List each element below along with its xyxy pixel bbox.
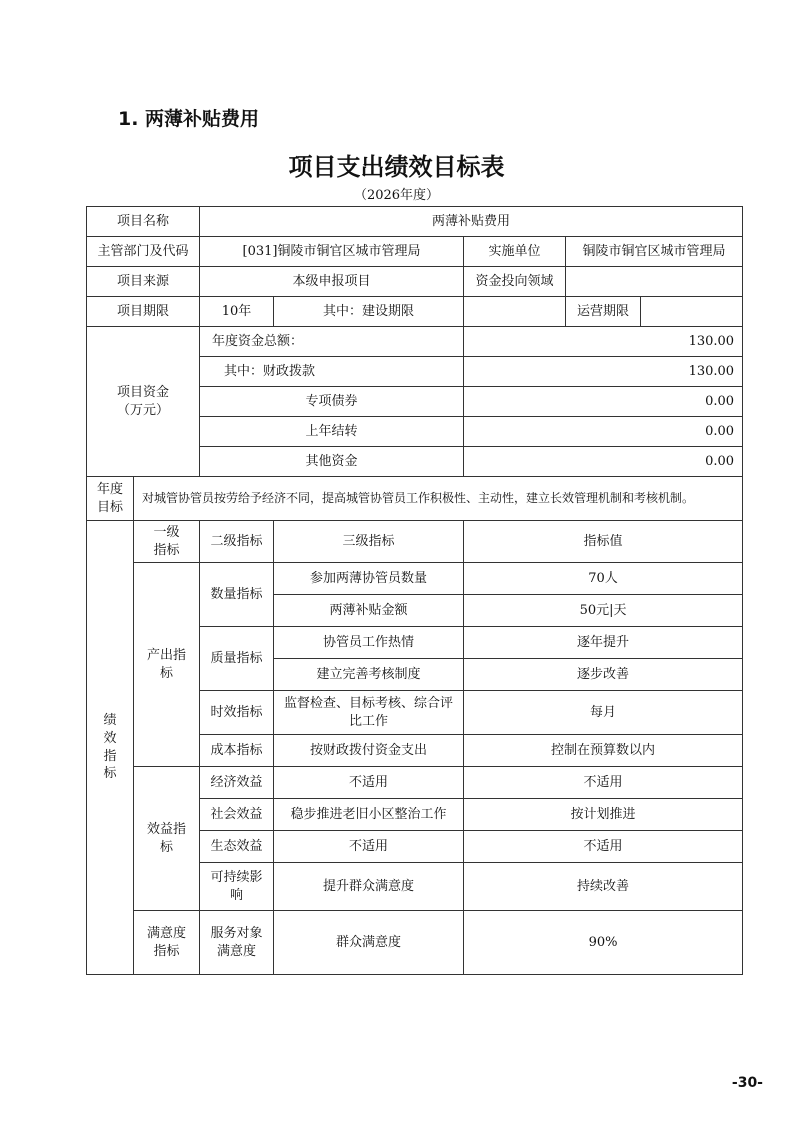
benefit-label — [134, 767, 200, 911]
table-row — [87, 297, 743, 327]
economic-value: 不适用 — [464, 767, 743, 799]
benefit-label-line1: 效益指 — [147, 821, 187, 837]
satisfaction-label — [134, 911, 200, 975]
funds-label-line2: （万元） — [117, 402, 170, 418]
quality-item-1-value: 逐年提升 — [464, 627, 743, 659]
table-row — [87, 477, 743, 521]
header-level1 — [134, 521, 200, 563]
performance-label — [87, 521, 134, 975]
sustain-label-line1: 可持续影 — [210, 869, 263, 885]
sustain-name: 提升群众满意度 — [274, 863, 464, 911]
performance-label-char: 绩 — [103, 713, 117, 729]
annual-goal-text: 对城管协管员按劳给予经济不同，提高城管协管员工作积极性、主动性，建立长效管理机制和考核机制。 — [134, 477, 743, 521]
sustain-label — [200, 863, 274, 911]
table-row — [87, 267, 743, 297]
funds-carryover-value: 0.00 — [464, 417, 743, 447]
quantity-item-2-name: 两薄补贴金额 — [274, 595, 464, 627]
satisfaction-label-line1: 满意度 — [147, 925, 187, 941]
social-label: 社会效益 — [200, 799, 274, 831]
performance-target-table — [86, 206, 743, 975]
timeliness-name-line2: 比工作 — [349, 713, 389, 729]
quality-label: 质量指标 — [200, 627, 274, 691]
impl-label: 实施单位 — [464, 237, 566, 267]
quantity-item-1-name: 参加两薄协管员数量 — [274, 563, 464, 595]
annual-goal-label-line1: 年度 — [96, 481, 123, 497]
funds-label — [87, 327, 200, 477]
quality-item-2-value: 逐步改善 — [464, 659, 743, 691]
header-value: 指标值 — [464, 521, 743, 563]
performance-label-char: 指 — [103, 748, 117, 764]
header-level3: 三级指标 — [274, 521, 464, 563]
funds-total-label: 年度资金总额： — [200, 327, 464, 357]
table-row — [87, 521, 743, 563]
economic-label: 经济效益 — [200, 767, 274, 799]
build-label: 其中：建设期限 — [274, 297, 464, 327]
funds-label-line1: 项目资金 — [117, 384, 170, 400]
quality-item-2-name: 建立完善考核制度 — [274, 659, 464, 691]
timeliness-label: 时效指标 — [200, 691, 274, 735]
page-number: -30- — [731, 1075, 763, 1091]
table-row — [87, 207, 743, 237]
funds-bond-label: 专项债券 — [200, 387, 464, 417]
funds-other-value: 0.00 — [464, 447, 743, 477]
table-row — [87, 911, 743, 975]
quantity-item-2-value: 50元|天 — [464, 595, 743, 627]
funds-bond-value: 0.00 — [464, 387, 743, 417]
period-label: 项目期限 — [87, 297, 200, 327]
eco-value: 不适用 — [464, 831, 743, 863]
invest-label: 资金投向领域 — [464, 267, 566, 297]
table-year: （2026年度） — [353, 188, 440, 203]
funds-fiscal-label: 其中：财政拨款 — [200, 357, 464, 387]
table-row — [87, 237, 743, 267]
table-row — [87, 327, 743, 357]
dept-label: 主管部门及代码 — [87, 237, 200, 267]
service-value: 90% — [464, 911, 743, 975]
dept-value: [031]铜陵市铜官区城市管理局 — [200, 237, 464, 267]
annual-goal-label — [87, 477, 134, 521]
eco-name: 不适用 — [274, 831, 464, 863]
output-label-line1: 产出指 — [147, 647, 187, 663]
header-level1-line2: 指标 — [153, 542, 180, 558]
sustain-label-line2: 响 — [230, 887, 244, 903]
operate-value — [641, 297, 743, 327]
section-title: 1. 两薄补贴费用 — [118, 108, 260, 130]
timeliness-value: 每月 — [464, 691, 743, 735]
invest-value — [566, 267, 743, 297]
social-name: 稳步推进老旧小区整治工作 — [274, 799, 464, 831]
service-name: 群众满意度 — [274, 911, 464, 975]
output-label-line2: 标 — [160, 665, 174, 681]
table-title: 项目支出绩效目标表 — [288, 153, 505, 181]
social-value: 按计划推进 — [464, 799, 743, 831]
satisfaction-label-line2: 指标 — [153, 943, 180, 959]
benefit-label-line2: 标 — [160, 839, 174, 855]
source-label: 项目来源 — [87, 267, 200, 297]
table-row — [87, 563, 743, 595]
cost-name: 按财政拨付资金支出 — [274, 735, 464, 767]
timeliness-name-line1: 监督检查、目标考核、综合评 — [284, 695, 454, 711]
service-label-line2: 满意度 — [217, 943, 257, 959]
impl-value: 铜陵市铜官区城市管理局 — [566, 237, 743, 267]
project-name-value: 两薄补贴费用 — [200, 207, 743, 237]
cost-label: 成本指标 — [200, 735, 274, 767]
source-value: 本级申报项目 — [200, 267, 464, 297]
funds-total-value: 130.00 — [464, 327, 743, 357]
performance-label-char: 效 — [103, 730, 117, 746]
performance-label-char: 标 — [103, 766, 117, 782]
header-level1-line1: 一级 — [153, 524, 180, 540]
funds-carryover-label: 上年结转 — [200, 417, 464, 447]
service-label — [200, 911, 274, 975]
operate-label: 运营期限 — [566, 297, 641, 327]
annual-goal-label-line2: 目标 — [96, 499, 123, 515]
eco-label: 生态效益 — [200, 831, 274, 863]
cost-value: 控制在预算数以内 — [464, 735, 743, 767]
quantity-label: 数量指标 — [200, 563, 274, 627]
sustain-value: 持续改善 — [464, 863, 743, 911]
quality-item-1-name: 协管员工作热情 — [274, 627, 464, 659]
table-row — [87, 767, 743, 799]
funds-fiscal-value: 130.00 — [464, 357, 743, 387]
output-label — [134, 563, 200, 767]
project-name-label: 项目名称 — [87, 207, 200, 237]
period-value: 10年 — [200, 297, 274, 327]
build-value — [464, 297, 566, 327]
economic-name: 不适用 — [274, 767, 464, 799]
header-level2: 二级指标 — [200, 521, 274, 563]
service-label-line1: 服务对象 — [210, 925, 263, 941]
funds-other-label: 其他资金 — [200, 447, 464, 477]
timeliness-name — [274, 691, 464, 735]
quantity-item-1-value: 70人 — [464, 563, 743, 595]
